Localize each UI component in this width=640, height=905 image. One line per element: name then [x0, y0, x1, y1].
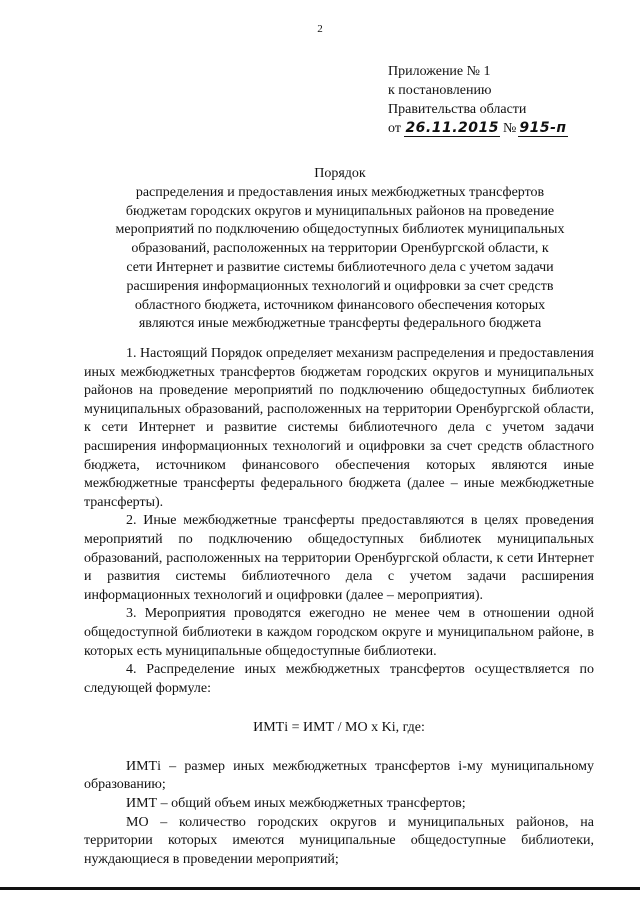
title-line: расширения информационных технологий и оцифровки за счет средств	[126, 278, 554, 294]
handwritten-number: 915-п	[519, 120, 567, 136]
document-title	[60, 165, 620, 334]
definition-imt: ИМТ – общий объем иных межбюджетных трансфертов;	[126, 796, 466, 812]
title-line: бюджетам городских округов и муниципальных районов на проведение	[125, 203, 555, 219]
appendix-line-2: к постановлению	[388, 83, 492, 98]
title-line: сети Интернет и развитие системы библиотечного дела с учетом задачи	[126, 259, 554, 275]
appendix-line-3: Правительства области	[388, 102, 527, 117]
appendix-line-1: Приложение № 1	[388, 64, 491, 79]
paragraph-3: 3. Мероприятия проводятся ежегодно не менее чем в отношении одной общедоступной библиотеки в каждом городском округе и муниципальном районе, в которых есть муниципальные общедоступные библиотеки.	[84, 606, 594, 659]
page-number: 2	[317, 23, 323, 35]
paragraph-2: 2. Иные межбюджетные трансферты предоставляются в целях проведения мероприятий по подключению общедоступных библиотек муниципальных образований, расположенных на территории Оренбургской области, к сети Интернет и развития системы библиотечного дела с учетом задачи расширения информационных технологий и оцифровки (далее – мероприятия).	[84, 513, 594, 603]
date-prefix: от	[388, 121, 401, 136]
title-line: являются иные межбюджетные трансферты федерального бюджета	[138, 316, 542, 332]
title-line: распределения и предоставления иных межбюджетных трансфертов	[135, 184, 545, 200]
title-heading: Порядок	[314, 166, 366, 181]
handwritten-date: 26.11.2015	[405, 120, 500, 136]
appendix-block	[388, 62, 628, 138]
title-line: областного бюджета, источником финансового обеспечения которых	[134, 297, 546, 313]
number-sign: №	[503, 121, 517, 136]
paragraph-4: 4. Распределение иных межбюджетных трансфертов осуществляется по следующей формуле:	[84, 662, 594, 696]
formula: ИМТi = ИМТ / МО x Ki, где:	[253, 720, 425, 736]
title-line: образований, расположенных на территории Оренбургской области, к	[131, 241, 549, 257]
paragraph-1: 1. Настоящий Порядок определяет механизм распределения и предоставления иных межбюджетных трансфертов бюджетам городских округов и муниципальных районов на проведение мероприятий по подключению общедоступных библиотек муниципальных образований, расположенных на территории Оренбургской области, к сети Интернет и развитие системы библиотечного дела с учетом задачи расширения информационных технологий и оцифровки за счет средств областного бюджета, источником финансового обеспечения которых являются иные межбюджетные трансферты федерального бюджета (далее – иные межбюджетные трансферты).	[84, 346, 594, 510]
appendix-date-line	[388, 119, 628, 138]
bottom-border	[0, 887, 640, 890]
document-body	[84, 345, 594, 869]
title-line: мероприятий по подключению общедоступных библиотек муниципальных	[115, 222, 565, 238]
definition-mo: МО – количество городских округов и муниципальных районов, на территории которых имеются муниципальные общедоступные библиотеки, нуждающиеся в проведении мероприятий;	[84, 814, 594, 867]
definition-imti: ИМТi – размер иных межбюджетных трансфертов i-му муниципальному образованию;	[84, 758, 594, 793]
